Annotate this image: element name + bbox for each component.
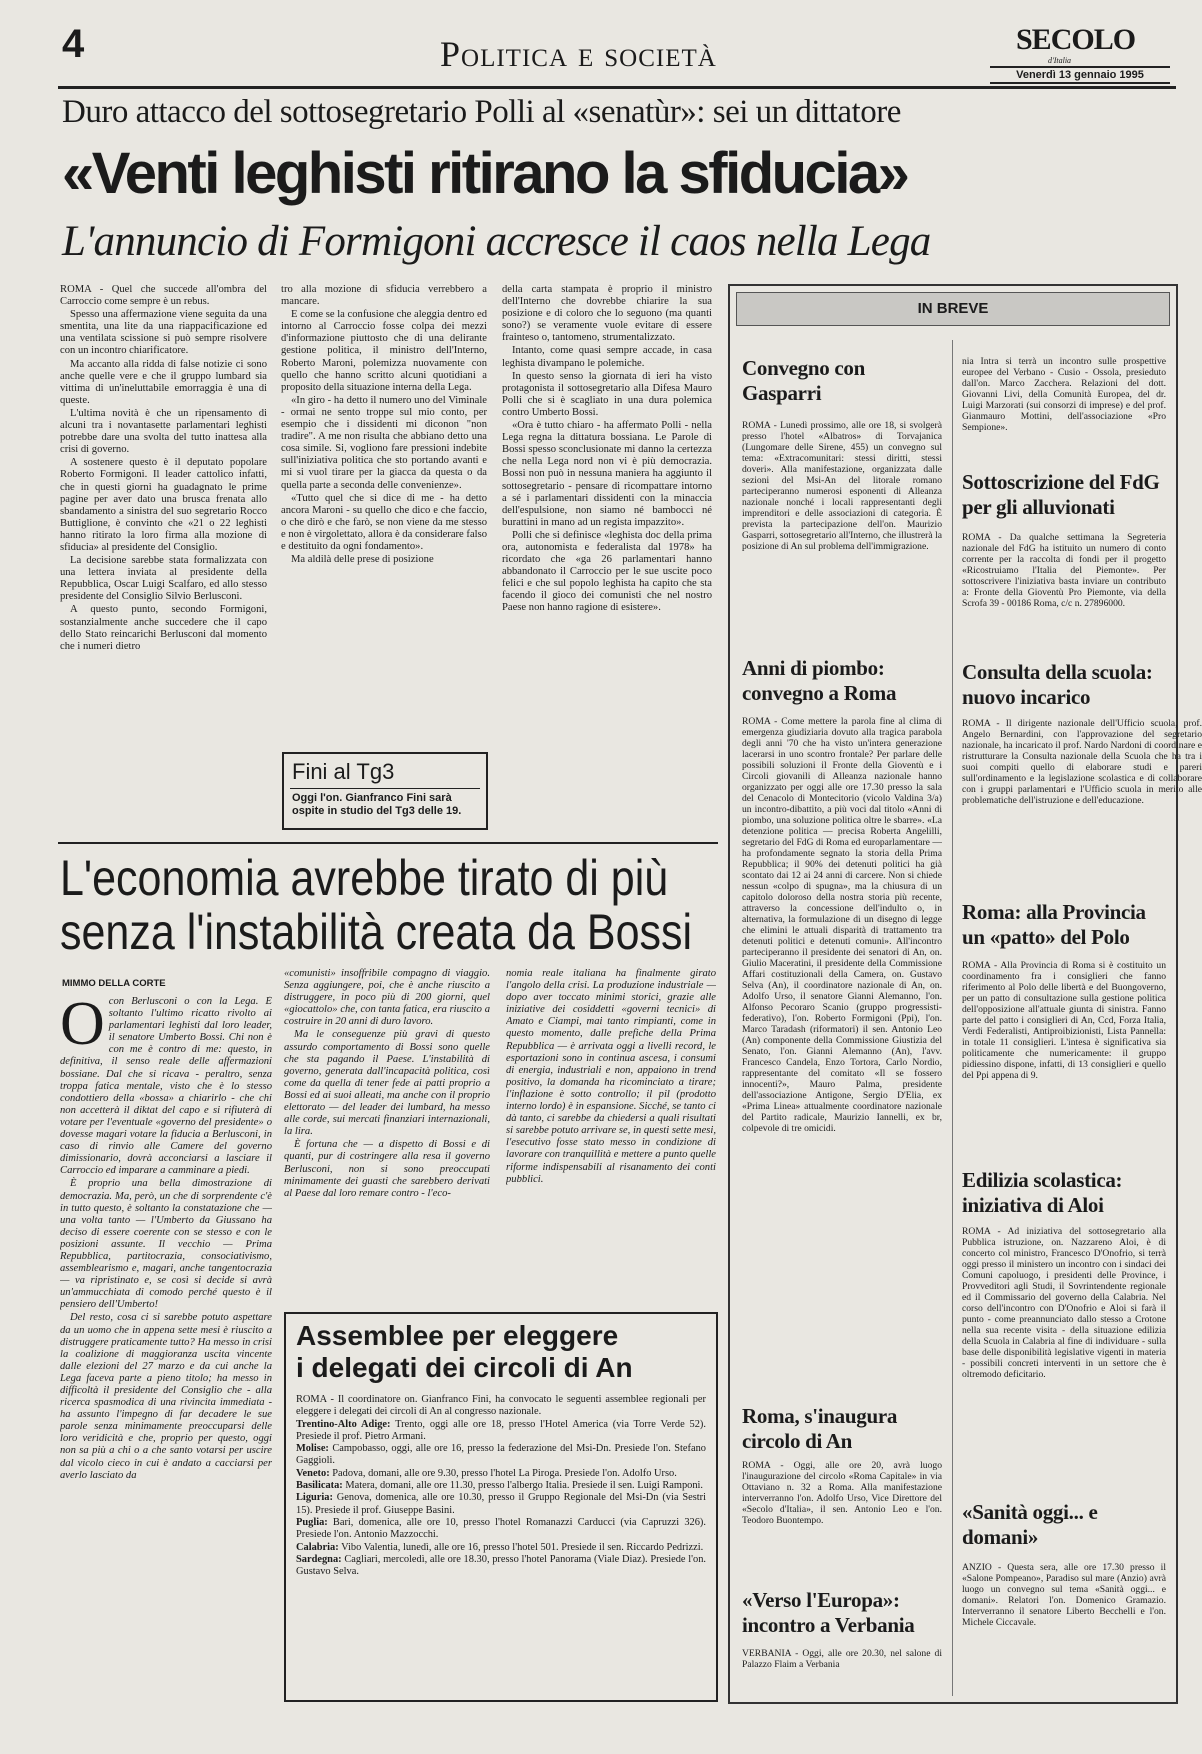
- breve-text: ROMA - Il dirigente nazionale dell'Ufficio scuola, prof. Angelo Bernardini, con l'approvazione del segretario nazionale, ha incaricato il prof. Nardo Nardoni di coordinare e ristrutturare la Consulta nazionale della Scuola che ha tra i suoi compiti quello di elaborare studi e pareri sull'ordinamento e la legislazione scolastica e di collaborare con i gruppi parlamentari e l'Ufficio scuola in merito alle problematiche dell'istruzione e dell'educazione.: [962, 718, 1202, 806]
- lead-paragraph: «Tutto quel che si dice di me - ha detto ancora Maroni - su quello che dico e che faccio, o che dirò e che farò, se non viene da me stesso e non è virgolettato, allora è da considerare falso e destituito da ogni fondamento».: [281, 492, 487, 552]
- issue-date: Venerdì 13 gennaio 1995: [990, 66, 1170, 84]
- breve-text: ANZIO - Questa sera, alle ore 17.30 presso il «Salone Pompeano», Paradiso sul mare (Anzio) avrà luogo un convegno sul tema «Sanità oggi... e domani». Relatori l'on. Domenico Gramazio. Interverranno il senatore Liberto Becchelli e l'on. Michele Ciccavale.: [962, 1562, 1166, 1628]
- economia-headline-2: senza l'instabilità creata da Bossi: [60, 904, 693, 960]
- assemblee-title-1: Assemblee per eleggere: [296, 1320, 619, 1351]
- lead-paragraph: La decisione sarebbe stata formalizzata con una lettera inviata al presidente della Repubblica, Oscar Luigi Scalfaro, ed allo stesso presidente del Consiglio Silvio Berlusconi.: [60, 555, 267, 603]
- breve-text: ROMA - Ad iniziativa del sottosegretario alla Pubblica istruzione, on. Nazzareno Aloi, è di concerto col ministro, Francesco D'Onofrio, si terrà oggi presso il ministero un incontro con i sindaci dei Comuni capoluogo, i presidenti delle Province, i Provveditori agli Studi, il Sovrintendente regionale ed il Commissario del governo della Calabria. Nel corso dell'incontro con D'Onofrio e Aloi si farà il punto - come preannunciato dallo stesso a Crotone nella sua recente visita - della situazione edilizia della Scuola in Calabria al fine di individuare - sulla base delle disponibilità legislative vigenti in materia - possibili concreti interventi in un settore che è oltremodo deficitario.: [962, 1226, 1166, 1380]
- lead-subhead: L'annuncio di Formigoni accresce il caos nella Lega: [62, 218, 931, 265]
- fini-box-text: Oggi l'on. Gianfranco Fini sarà ospite in studio del Tg3 delle 19.: [292, 792, 462, 817]
- economia-headline-1: L'economia avrebbe tirato di più: [60, 850, 669, 906]
- economia-col-3: [506, 968, 716, 1298]
- economia-paragraph: «comunisti» insoffribile compagno di viaggio. Senza aggiungere, poi, che è anche riuscito a distruggere, in poco più di 200 giorni, quel «giocattolo» che, con tanta fatica, era riuscito a costruire in 20 anni di duro lavoro.: [284, 968, 490, 1028]
- assemblee-region: Calabria:: [296, 1541, 339, 1553]
- breve-title: «Sanità oggi... e domani»: [962, 1500, 1098, 1549]
- assemblee-item: [296, 1480, 706, 1492]
- breve-title: Anni di piombo: convegno a Roma: [742, 656, 897, 705]
- assemblee-item: [296, 1554, 706, 1579]
- assemblee-text: Matera, domani, alle ore 11.30, presso l'albergo Italia. Presiede il sen. Luigi Ramponi.: [345, 1480, 704, 1492]
- lead-paragraph: A sostenere questo è il deputato popolare Roberto Formigoni. Il leader cattolico infatti, che in questi giorni ha guadagnato le prime pagine per aver dato una brusca frenata allo sbandamento a sinistra del suo segretario Rocco Buttiglione, è convinto che «21 o 22 leghisti hanno ritirato la loro firma alla mozione di sfiducia» al presidente del Consiglio.: [60, 457, 267, 553]
- assemblee-body: [296, 1394, 706, 1696]
- lead-paragraph: «In giro - ha detto il numero uno del Viminale - ormai ne sento troppe sul mio conto, per esempio che i dissidenti mi diconon "non tradire". A me non risulta che abbiano detto una cosa simile. Si, vogliono fare pressioni indebite sull'iniziativa politica che sto portando avanti e mi si vuol tirare per la giacca da questa o da quella parte a seconda delle convenienze».: [281, 394, 487, 491]
- lead-article-col-1: [60, 284, 267, 836]
- lead-paragraph: Polli che si definisce «leghista doc della prima ora, autonomista e federalista dal 1978» ha ricordato che «ga 26 parlamentari hanno abbandonato il Carroccio per le sue uscite poco felici e che sul popolo leghista ha capito che sta facendo il gioco dei comunisti che nel nostro Paese non hanno ragione di esistere».: [502, 529, 712, 614]
- lead-article-col-2: [281, 284, 487, 729]
- assemblee-intro: ROMA - Il coordinatore on. Gianfranco Fini, ha convocato le seguenti assemblee regionali per eleggere i delegati dei circoli di An al congresso nazionale.: [296, 1394, 706, 1418]
- lead-paragraph: tro alla mozione di sfiducia verrebbero a mancare.: [281, 284, 487, 308]
- lead-paragraph: L'ultima novità è che un ripensamento di alcuni tra i novantasette parlamentari leghisti potrebbe dare una svolta del tutto inattesa alla crisi di governo.: [60, 407, 267, 456]
- assemblee-text: Padova, domani, alle ore 9.30, presso l'hotel La Piroga. Presiede l'on. Adolfo Urso.: [332, 1467, 677, 1479]
- lead-paragraph: della carta stampata è proprio il ministro dell'Interno che dovrebbe chiarire la sua posizione e di coloro che lo seguono (ma quanti sono?) se veramente vuole evitare di essere frainteso o, tantomeno, strumentalizzato.: [502, 284, 712, 344]
- breve-title: Convegno con Gasparri: [742, 356, 865, 405]
- page-number: 4: [62, 22, 85, 66]
- assemblee-item: [296, 1419, 706, 1444]
- assemblee-item: [296, 1468, 706, 1480]
- header-rule: [58, 86, 1176, 89]
- fini-box-title: Fini al Tg3: [292, 759, 395, 784]
- assemblee-text: Vibo Valentia, lunedì, alle ore 16, presso l'hotel 501. Presiede il sen. Riccardo Pedrizzi.: [341, 1541, 704, 1553]
- breve-title: Sottoscrizione del FdG per gli alluvionati: [962, 470, 1160, 519]
- economia-paragraph: Del resto, cosa ci si sarebbe potuto aspettare da un uomo che in appena sette mesi è riuscito a distruggere praticamente tutto? Ha messo in crisi la coalizione di maggioranza uscita vincente dalle elezioni del 27 marzo e da cui anche la Lega faceva parte a pieno titolo; ha messo in difficoltà il presidente del Consiglio che - alla ricerca spasmodica di una rivincita immediata - ha assunto l'impegno di far decadere le sue parole senza minimamente preoccuparsi delle loro veridicità e che, proprio per questo, oggi non sa più a chi o a che santo votarsi per uscire dal vicolo cieco in cui è andato a cacciarsi per averlo lasciato da: [60, 1312, 272, 1481]
- lead-paragraph: «Ora è tutto chiaro - ha affermato Polli - nella Lega regna la dittatura bossiana. Le Parole di Bossi spesso sconclusionate mi danno la certezza che nella Lega nord non vi è più democrazia. Bossi non può in nessuna maniera ha aggiunto il sottosegretario - pensare di ricompattare intorno a sé i parlamentari dissidenti con la minaccia dell'espulsione, non siamo né bamboccì né burattini in mano ad un regista impazzito».: [502, 420, 712, 528]
- assemblee-item: [296, 1492, 706, 1517]
- economia-col-2: [284, 968, 490, 1298]
- lead-paragraph: Intanto, come quasi sempre accade, in casa leghista divampano le polemiche.: [502, 345, 712, 369]
- assemblee-text: Genova, domenica, alle ore 10.30, presso il Gruppo Regionale del Msi-Dn (via Sestri 15). Presiede il prof. Giuseppe Basini.: [296, 1492, 706, 1516]
- in-breve-label: IN BREVE: [917, 300, 989, 317]
- lead-headline: «Venti leghisti ritirano la sfiducia»: [62, 141, 908, 206]
- assemblee-text: Bari, domenica, alle ore 10, presso l'hotel Romanazzi Carducci (via Capruzzi 326). Presiede l'on. Antonio Mazzocchi.: [296, 1516, 706, 1541]
- breve-text: nia Intra si terrà un incontro sulle prospettive europee del Verbano - Cusio - Ossola, presieduto dall'on. Marco Zacchera. Relazioni del dott. Giovanni Livi, della Comunità Europea, del dr. Luigi Marzorati (sui consorzi di imprese) e del prof. Gianmauro Mottini, dell'associazione «Pro Sempione».: [962, 356, 1166, 433]
- economia-paragraph: nomia reale italiana ha finalmente girato l'angolo della crisi. La produzione industriale — dopo aver toccato minimi storici, grazie alle iniziative dei cosiddetti «governi tecnici» di Amato e Ciampi, mai tanto rimpianti, come in questo momento, dalle prefiche della Prima Repubblica — è arrivata oggi a livelli record, le esportazioni sono in continua ascesa, i consumi di energia, industriali e non, appaiono in trend positivo, la domanda ha ricominciato a tirare; l'inflazione è sotto controllo; il pil (prodotto interno lordo) è in espansione. Sicché, se tanto ci dà tanto, ci sarebbe da chiedersi a quali risultati si sarebbe potuto arrivare se, in questi sette mesi, l'esecutivo fosse stato messo in condizione di lavorare con tranquillità e mettere a punto quelle riforme indispensabili al risanamento dei conti pubblici.: [506, 968, 716, 1185]
- assemblee-item: [296, 1443, 706, 1468]
- assemblee-box: [284, 1312, 718, 1702]
- breve-text: ROMA - Come mettere la parola fine al clima di emergenza giudiziaria dovuto alla tragica parabola degli anni '70 che ha visto un'intera generazione lacerarsi in uno scontro frontale? Per parlare delle possibili soluzioni il Fronte della Gioventù e i Circoli giovanili di Alleanza nazionale hanno organizzato per oggi alle ore 17.30 presso la sala del Cenacolo di Montecitorio (vicolo Valdina 3/a) un incontro-dibattito, a più voci dal titolo «Anni di piombo, una soluzione politica oltre le sbarre». «La detenzione politica — precisa Roberta Angelilli, segretario del FdG di Roma ed europarlamentare — ha profondamente segnato la storia della Prima Repubblica; il 90% dei detenuti politici ha già scontato dai 12 ai 24 anni di carcere. Non si chiede nessun «colpo di spugna», ma la chiusura di un capitolo doloroso della nostra storia più recente, attraverso la concessione dell'indulto o, in alternativa, la formulazione di un disegno di legge che elimini le attuali disparità di trattamento tra detenuti politici e detenuti comuni». All'incontro parteciperanno il presidente dei senatori di An, on. Giulio Maceratini, il presidente della Commissione Affari costituzionali della Camera, on. Gustavo Selva (An), il coordinatore nazionale di An, on. Adolfo Urso, il senatore Gianni Alemanno, l'on. Alfonso Pecoraro Scanio (gruppo progressisti-federativo), l'on. Roberto Formigoni (Ppi), l'on. Marco Taradash (riformatori) il sen. Antonio Leo (An) componente della Commissione Giustizia del Senato, l'on. Gianni Alemanno (An), l'avv. Francesco Candela, Enzo Tortora, Carlo Nordio, rappresentante del comitato «Il se fossero innocenti?», Mauro Palma, presidente dell'associazione Antigone, Sergio D'Elia, ex «Prima Linea» attualmente coordinatore nazionale del Partito radicale, Maurizio Iannelli, ex br, colpevole di tre omicidi.: [742, 716, 942, 1134]
- breve-title: «Verso l'Europa»: incontro a Verbania: [742, 1588, 915, 1637]
- breve-title: Roma: alla Provincia un «patto» del Polo: [962, 900, 1146, 949]
- assemblee-region: Sardegna:: [296, 1553, 342, 1565]
- economia-byline: MIMMO DELLA CORTE: [62, 978, 166, 989]
- lead-paragraph: Spesso una affermazione viene seguita da una smentita, una lite da una riappacificazione ed una ventilata scissione si può sempre risolvere con un incontro chiarificatore.: [60, 309, 267, 357]
- assemblee-region: Puglia:: [296, 1516, 328, 1528]
- breve-text: ROMA - Alla Provincia di Roma si è costituito un coordinamento fra i consiglieri che fanno riferimento al Polo delle libertà e del Buongoverno, per un patto di consultazione sulla gestione politica dell'opposizione all'attuale giunta di sinistra. Fanno parte del patto i consiglieri di An, Ccd, Forza Italia, Verdi Federalisti, Antiproibizionisti, Lista Pannella: in totale 11 consiglieri. L'intesa è significativa sia politicamente che numericamente: il gruppo pidiessino dispone, infatti, di 13 consiglieri e quello del Ppi appena di 9.: [962, 960, 1166, 1081]
- lead-bottom-rule: [58, 842, 718, 844]
- breve-text: ROMA - Oggi, alle ore 20, avrà luogo l'inaugurazione del circolo «Roma Capitale» in via Ottaviano n. 32 a Roma. Alla manifestazione interverranno l'on. Adolfo Urso, Vice Direttore del «Secolo d'Italia», il sen. Antonio Leo e l'on. Teodoro Buontempo.: [742, 1460, 942, 1526]
- assemblee-region: Trentino-Alto Adige:: [296, 1418, 391, 1430]
- assemblee-region: Basilicata:: [296, 1480, 343, 1492]
- in-breve-label-bar: [736, 292, 1170, 326]
- breve-text: VERBANIA - Oggi, alle ore 20.30, nel salone di Palazzo Flaim a Verbania: [742, 1648, 942, 1670]
- breve-text: ROMA - Da qualche settimana la Segreteria nazionale del FdG ha istituito un numero di conto corrente per la raccolta di fondi per il progetto «Ricostruiamo l'Italia del Piemonte». Per sottoscrivere l'iniziativa basta inviare un contributo a: Fronte della Gioventù Pro Piemonte, via della Scrofa 39 - 00186 Roma, c/c n. 27896000.: [962, 532, 1166, 609]
- lead-article-col-3: [502, 284, 712, 836]
- fini-box-rule: [290, 788, 480, 789]
- fini-box: [282, 752, 488, 830]
- assemblee-title-2: i delegati dei circoli di An: [296, 1352, 633, 1383]
- economia-paragraph: Ma le conseguenze più gravi di questo assurdo comportamento di Bossi sono quelle che sta pagando il Paese. L'instabilità di governo, generata dall'incapacità politica, così come da quella di tener fede ai patti proprio a Bossi ed ai suoi alleati, ma anche con il proprio elettorato — del leader dei lumbard, ha messo alle corde, sui mercati finanziari internazionali, la lira.: [284, 1029, 490, 1138]
- assemblee-item: [296, 1517, 706, 1542]
- breve-title: Consulta della scuola: nuovo incarico: [962, 660, 1153, 709]
- sidebar-col-divider: [952, 340, 953, 1696]
- assemblee-text: Campobasso, oggi, alle ore 16, presso la federazione del Msi-Dn. Presiede l'on. Stefano Gaggioli.: [296, 1443, 706, 1467]
- section-title: Politica e società: [440, 34, 717, 74]
- lead-paragraph: A questo punto, secondo Formigoni, sostanzialmente anche succedere che il capo dello Stato reincarichi Berlusconi dal momento che i numeri dietro: [60, 604, 267, 652]
- breve-text: ROMA - Lunedì prossimo, alle ore 18, si svolgerà presso l'hotel «Albatros» di Torvajanica (Lungomare delle Sirene, 455) un convegno sul tema: «Extracomunitari: stessi diritti, stessi doveri». Alla manifestazione, organizzata dalle sezioni del Msi-An del litorale romano parteciperanno numerosi esponenti di Alleanza nazionale nonché i locali rappresentanti degli imprenditori e delle associazioni di categoria. È prevista la partecipazione dell'on. Maurizio Gasparri, sottosegretario all'Interno, che illustrerà la posizione di An sul problema dell'immigrazione.: [742, 420, 942, 552]
- economia-col-1: [60, 996, 272, 1702]
- breve-title: Roma, s'inaugura circolo di An: [742, 1404, 898, 1453]
- masthead-sub: d'Italia: [1048, 56, 1072, 65]
- assemblee-region: Veneto:: [296, 1467, 330, 1479]
- assemblee-text: Trento, oggi alle ore 18, presso l'Hotel America (via Torre Verde 52). Presiede il prof. Pietro Armani.: [296, 1418, 706, 1442]
- lead-paragraph: Ma accanto alla ridda di false notizie ci sono anche quelle vere e che il gruppo lumbard sia vittima di un'ineluttabile emorraggia è una di queste.: [60, 358, 267, 406]
- assemblee-region: Liguria:: [296, 1492, 333, 1504]
- masthead: SECOLO: [1016, 23, 1136, 56]
- assemblee-item: [296, 1542, 706, 1554]
- lead-kicker: Duro attacco del sottosegretario Polli al «senatùr»: sei un dittatore: [62, 94, 901, 130]
- economia-paragraph: È proprio una bella dimostrazione di democrazia. Ma, però, un che di sorprendente c'è in tutto questo, è soltanto la constatazione che — una volta tanto — l'Umberto da Giussano ha deciso di essere coerente con se stesso e con le posizioni assunte. Il vecchio — Prima Repubblica, partitocrazia, consociativismo, assemblearismo e, magari, anche tangentocrazia — va ripristinato e, se così si decide si avrà un'ammucchiata di comodo perché questo è il pensiero dell'Umberto!: [60, 1178, 272, 1311]
- lead-paragraph: In questo senso la giornata di ieri ha visto protagonista il sottosegretario alla Difesa Mauro Polli che si è scagliato in una dura polemica contro Umberto Bossi.: [502, 370, 712, 418]
- economia-paragraph: È fortuna che — a dispetto di Bossi e di quanti, pur di costringere alla resa il governo Berlusconi, non si sono preoccupati minimamente dei guasti che sarebbero derivati al Paese dal loro remare contro - l'eco-: [284, 1139, 490, 1199]
- economia-dropcap: O: [60, 996, 105, 1058]
- economia-paragraph: con Berlusconi o con la Lega. È soltanto l'ultimo ricatto rivolto ai parlamentari leghisti dal loro leader, il senatore Umberto Bossi. Chi non è con me è contro di me: questo, in definitiva, il senso reale delle affermazioni bossiane. Dal che si ricava - peraltro, senza troppa fatica mentale, visto che è lo stesso condottiero della «bossa» a chiarirlo - che chi non accetterà il diktat del capo e si rifiuterà di votare per l'eventuale «governo del presidente» o dovesse magari votare la fiducia a Berlusconi, in caso di rinvio alle Camere del governo dimissionario, dovrà acconciarsi a lasciare il Carroccio ed imparare a camminare a piedi.: [60, 996, 272, 1177]
- lead-paragraph: ROMA - Quel che succede all'ombra del Carroccio come sempre è un rebus.: [60, 284, 267, 308]
- lead-paragraph: E come se la confusione che aleggia dentro ed intorno al Carroccio fosse colpa dei mezzi d'informazione piuttosto che di una delirante gestione politica, il ministro dell'Interno, Roberto Maroni, polemizza nuovamente con quello che hanno scritto alcuni quotidiani a proposito della situazione interna della Lega.: [281, 309, 487, 393]
- lead-paragraph: Ma aldilà delle prese di posizione: [291, 554, 434, 566]
- assemblee-text: Cagliari, mercoledì, alle ore 18.30, presso l'hotel Panorama (Viale Diaz). Presiede l'on. Gustavo Selva.: [296, 1553, 706, 1578]
- breve-title: Edilizia scolastica: iniziativa di Aloi: [962, 1168, 1123, 1217]
- assemblee-region: Molise:: [296, 1443, 329, 1455]
